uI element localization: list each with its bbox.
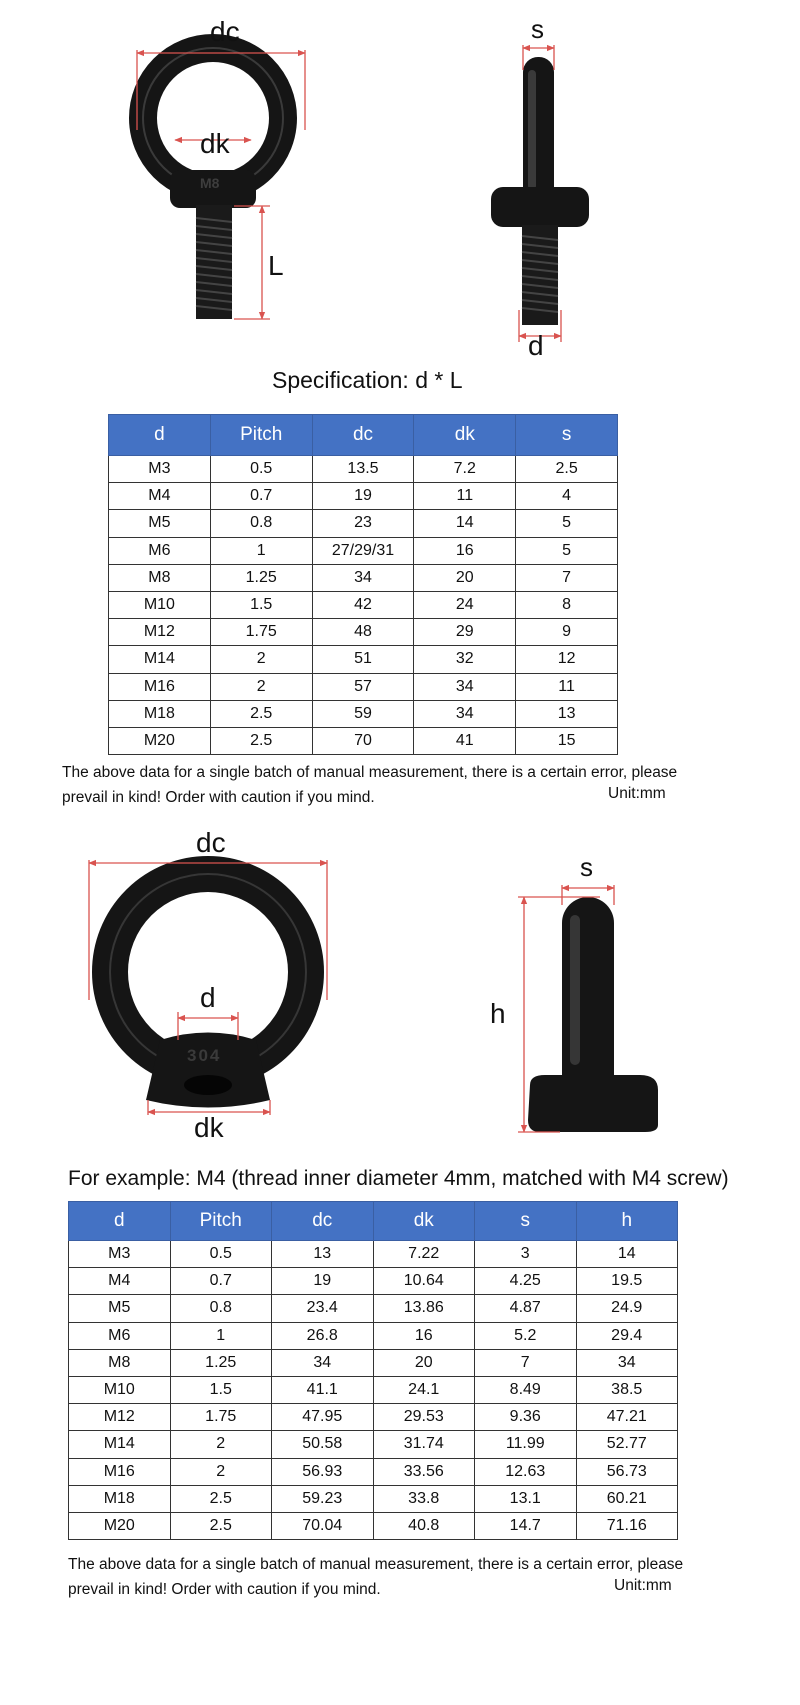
table-cell: 31.74 xyxy=(373,1431,475,1458)
table-row xyxy=(69,1404,678,1431)
table-cell: M16 xyxy=(109,673,211,700)
table-cell: 1 xyxy=(170,1322,272,1349)
note-1-line-2: prevail in kind! Order with caution if you mind. xyxy=(62,789,375,806)
table-cell: 29.53 xyxy=(373,1404,475,1431)
table-cell: 8.49 xyxy=(475,1376,577,1403)
table-cell: 13 xyxy=(272,1241,374,1268)
table-cell: M16 xyxy=(69,1458,171,1485)
note-1-line-1: The above data for a single batch of manual measurement, there is a certain error, please xyxy=(62,764,678,781)
label-d-top: d xyxy=(528,330,544,361)
table-cell: 48 xyxy=(312,619,414,646)
table-cell: 33.56 xyxy=(373,1458,475,1485)
table-cell: M5 xyxy=(69,1295,171,1322)
table-cell: 59.23 xyxy=(272,1485,374,1512)
table-cell: 14 xyxy=(414,510,516,537)
table-cell: 42 xyxy=(312,591,414,618)
note-2-line-1: The above data for a single batch of manual measurement, there is a certain error, please xyxy=(68,1556,684,1573)
table-cell: 1.25 xyxy=(210,564,312,591)
nut-marking-304: 304 xyxy=(187,1046,222,1065)
table-cell: 5.2 xyxy=(475,1322,577,1349)
table-cell: 2.5 xyxy=(516,456,618,483)
table-cell: 2.5 xyxy=(170,1485,272,1512)
table-cell: 7.2 xyxy=(414,456,516,483)
table-cell: 7.22 xyxy=(373,1241,475,1268)
table-cell: M12 xyxy=(69,1404,171,1431)
table-cell: M3 xyxy=(69,1241,171,1268)
table-cell: 13 xyxy=(516,700,618,727)
table-cell: 13.5 xyxy=(312,456,414,483)
table-cell: 0.8 xyxy=(210,510,312,537)
label-s-top: s xyxy=(531,14,544,44)
table-cell: 2 xyxy=(170,1458,272,1485)
table-cell: 14.7 xyxy=(475,1512,577,1539)
label-dc-nut: dc xyxy=(196,827,226,858)
table-row xyxy=(69,1458,678,1485)
table-cell: 32 xyxy=(414,646,516,673)
table-cell: 0.8 xyxy=(170,1295,272,1322)
column-header: d xyxy=(69,1202,171,1241)
table-cell: 1.75 xyxy=(170,1404,272,1431)
table-cell: 12.63 xyxy=(475,1458,577,1485)
table-cell: 2.5 xyxy=(210,727,312,754)
column-header: Pitch xyxy=(170,1202,272,1241)
table-cell: M14 xyxy=(109,646,211,673)
table-cell: 57 xyxy=(312,673,414,700)
table-cell: 47.21 xyxy=(576,1404,678,1431)
table-cell: M4 xyxy=(109,483,211,510)
table-cell: M6 xyxy=(109,537,211,564)
table-cell: 33.8 xyxy=(373,1485,475,1512)
table-cell: 24.1 xyxy=(373,1376,475,1403)
table-cell: 34 xyxy=(312,564,414,591)
table-cell: 7 xyxy=(516,564,618,591)
table-cell: M14 xyxy=(69,1431,171,1458)
label-dk-top: dk xyxy=(200,128,230,159)
column-header: dc xyxy=(272,1202,374,1241)
table-cell: M18 xyxy=(109,700,211,727)
table-cell: M8 xyxy=(69,1349,171,1376)
table-cell: 2 xyxy=(170,1431,272,1458)
label-dk-nut: dk xyxy=(194,1112,224,1143)
spec-title-2: For example: M4 (thread inner diameter 4mm, matched with M4 screw) xyxy=(68,1167,729,1190)
label-L: L xyxy=(268,250,284,281)
table-cell: 41 xyxy=(414,727,516,754)
table-cell: 34 xyxy=(576,1349,678,1376)
table-cell: 13.86 xyxy=(373,1295,475,1322)
table-cell: 19.5 xyxy=(576,1268,678,1295)
nut-marking-m8: M8 xyxy=(200,175,220,191)
table-cell: 1.25 xyxy=(170,1349,272,1376)
table-cell: M10 xyxy=(109,591,211,618)
table-cell: 59 xyxy=(312,700,414,727)
table-row xyxy=(69,1241,678,1268)
table-cell: 38.5 xyxy=(576,1376,678,1403)
table-cell: 2.5 xyxy=(210,700,312,727)
table-cell: 20 xyxy=(373,1349,475,1376)
table-cell: 50.58 xyxy=(272,1431,374,1458)
column-header: d xyxy=(109,415,211,456)
table-cell: 11.99 xyxy=(475,1431,577,1458)
table-cell: 56.93 xyxy=(272,1458,374,1485)
table-cell: 23 xyxy=(312,510,414,537)
table-cell: 47.95 xyxy=(272,1404,374,1431)
table-cell: 27/29/31 xyxy=(312,537,414,564)
table-cell: 16 xyxy=(373,1322,475,1349)
table-cell: 14 xyxy=(576,1241,678,1268)
table-cell: M12 xyxy=(109,619,211,646)
measurement-note-2 xyxy=(68,1552,683,1602)
spec-title-1: Specification: d * L xyxy=(272,367,463,393)
table-cell: M20 xyxy=(69,1512,171,1539)
unit-label-1: Unit:mm xyxy=(608,785,666,802)
table-cell: 34 xyxy=(414,673,516,700)
table-cell: 52.77 xyxy=(576,1431,678,1458)
table-cell: 56.73 xyxy=(576,1458,678,1485)
table-row xyxy=(69,1512,678,1539)
label-s-nut: s xyxy=(580,852,593,882)
table-cell: 0.5 xyxy=(210,456,312,483)
table-cell: 2 xyxy=(210,673,312,700)
table-cell: 34 xyxy=(272,1349,374,1376)
table-cell: 26.8 xyxy=(272,1322,374,1349)
table-cell: 8 xyxy=(516,591,618,618)
table-cell: 0.5 xyxy=(170,1241,272,1268)
table-cell: M4 xyxy=(69,1268,171,1295)
table-cell: 19 xyxy=(272,1268,374,1295)
column-header: dc xyxy=(312,415,414,456)
table-row xyxy=(69,1268,678,1295)
table-cell: 15 xyxy=(516,727,618,754)
table-cell: 2 xyxy=(210,646,312,673)
table-cell: 2.5 xyxy=(170,1512,272,1539)
table-cell: 19 xyxy=(312,483,414,510)
column-header: s xyxy=(475,1202,577,1241)
table-cell: 4.25 xyxy=(475,1268,577,1295)
table-cell: 3 xyxy=(475,1241,577,1268)
table-cell: 1 xyxy=(210,537,312,564)
table-cell: 10.64 xyxy=(373,1268,475,1295)
table-cell: M3 xyxy=(109,456,211,483)
table-cell: M6 xyxy=(69,1322,171,1349)
table-row xyxy=(69,1485,678,1512)
table-cell: 70.04 xyxy=(272,1512,374,1539)
column-header: Pitch xyxy=(210,415,312,456)
column-header: dk xyxy=(373,1202,475,1241)
table-cell: 29 xyxy=(414,619,516,646)
table-cell: 11 xyxy=(414,483,516,510)
table-row xyxy=(69,1295,678,1322)
table-cell: 23.4 xyxy=(272,1295,374,1322)
column-header: h xyxy=(576,1202,678,1241)
table-cell: 20 xyxy=(414,564,516,591)
table-cell: 5 xyxy=(516,510,618,537)
table-row xyxy=(69,1322,678,1349)
table-cell: 13.1 xyxy=(475,1485,577,1512)
table-cell: 41.1 xyxy=(272,1376,374,1403)
table-cell: 1.5 xyxy=(210,591,312,618)
table-cell: 11 xyxy=(516,673,618,700)
table-row xyxy=(69,1349,678,1376)
table-cell: 9.36 xyxy=(475,1404,577,1431)
table-cell: 51 xyxy=(312,646,414,673)
column-header: dk xyxy=(414,415,516,456)
table-cell: 24.9 xyxy=(576,1295,678,1322)
table-cell: 0.7 xyxy=(210,483,312,510)
spec-table-2 xyxy=(68,1201,678,1540)
unit-label-2: Unit:mm xyxy=(614,1577,672,1594)
table-cell: 4 xyxy=(516,483,618,510)
table-cell: 29.4 xyxy=(576,1322,678,1349)
table-cell: 60.21 xyxy=(576,1485,678,1512)
table-cell: M18 xyxy=(69,1485,171,1512)
table-header-row xyxy=(69,1202,678,1241)
table-cell: M20 xyxy=(109,727,211,754)
table-cell: 4.87 xyxy=(475,1295,577,1322)
column-header: s xyxy=(516,415,618,456)
table-cell: 5 xyxy=(516,537,618,564)
note-2-line-2: prevail in kind! Order with caution if you mind. xyxy=(68,1581,381,1598)
table-cell: 71.16 xyxy=(576,1512,678,1539)
table-row xyxy=(69,1376,678,1403)
eye-nut-side-view xyxy=(528,897,658,1132)
table-cell: 70 xyxy=(312,727,414,754)
table-cell: M10 xyxy=(69,1376,171,1403)
table-cell: 0.7 xyxy=(170,1268,272,1295)
table-row xyxy=(69,1431,678,1458)
table-cell: 24 xyxy=(414,591,516,618)
label-dc-top: dc xyxy=(210,16,240,47)
table-cell: M5 xyxy=(109,510,211,537)
table-cell: M8 xyxy=(109,564,211,591)
table-cell: 7 xyxy=(475,1349,577,1376)
table-cell: 16 xyxy=(414,537,516,564)
table-cell: 40.8 xyxy=(373,1512,475,1539)
table-cell: 34 xyxy=(414,700,516,727)
table-cell: 12 xyxy=(516,646,618,673)
table-cell: 1.5 xyxy=(170,1376,272,1403)
table-cell: 9 xyxy=(516,619,618,646)
table-cell: 1.75 xyxy=(210,619,312,646)
label-h-nut: h xyxy=(490,998,506,1029)
label-d-nut: d xyxy=(200,982,216,1013)
